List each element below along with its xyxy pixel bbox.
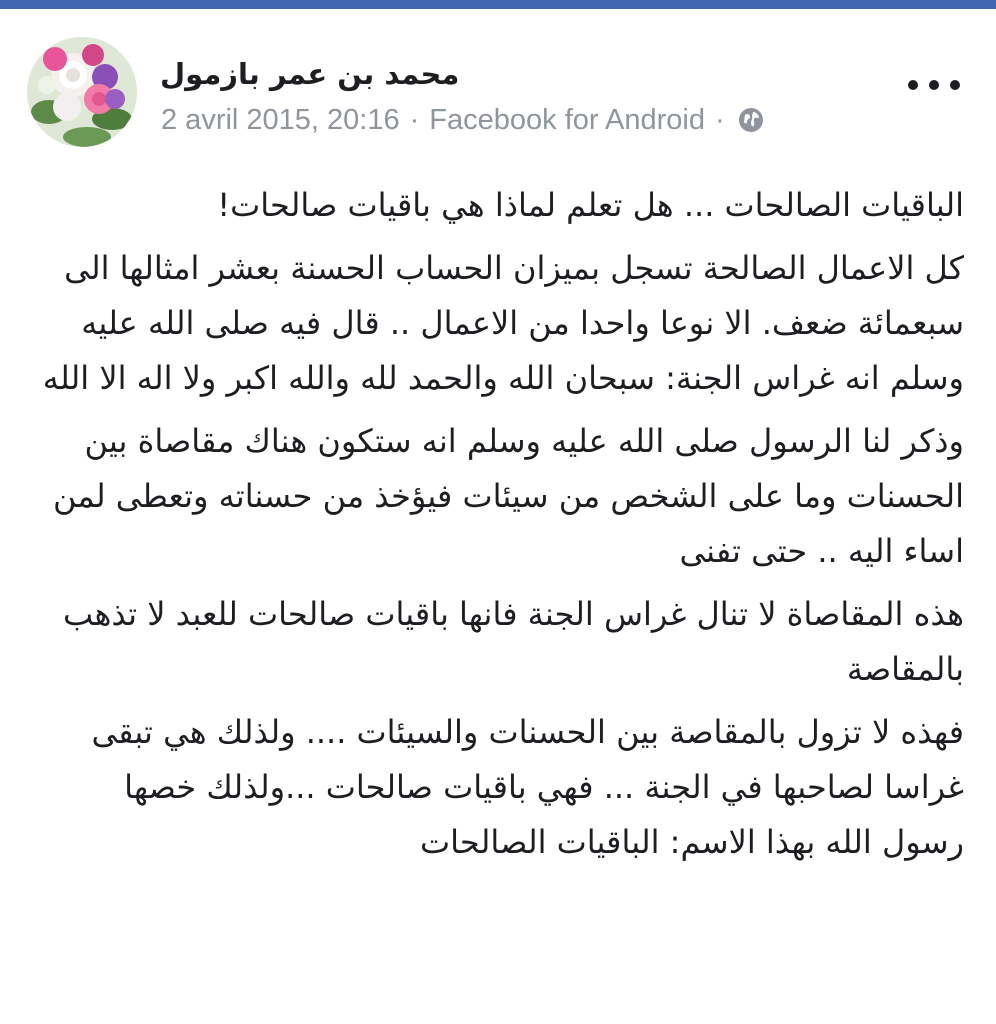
author-name[interactable]: محمد بن عمر بازمول xyxy=(160,57,460,91)
post-paragraph: الباقيات الصالحات ... هل تعلم لماذا هي باقيات صالحات! xyxy=(217,186,964,224)
more-dot xyxy=(908,80,918,90)
more-options-icon[interactable] xyxy=(908,70,960,100)
post-paragraph: فهذه لا تزول بالمقاصة بين الحسنات والسيئات .... ولذلك هي تبقى غراسا لصاحبها في الجنة ... فهي باقيات صالحات ...ولذلك خصها رسول الله بهذا الاسم: الباقيات الصالحات xyxy=(91,713,964,861)
top-app-bar xyxy=(0,0,996,9)
more-dot xyxy=(929,80,939,90)
post-paragraph: هذه المقاصاة لا تنال غراس الجنة فانها باقيات صالحات للعبد لا تذهب بالمقاصة xyxy=(63,595,964,688)
meta-separator: · xyxy=(714,103,725,136)
more-dot xyxy=(950,80,960,90)
meta-separator: · xyxy=(409,103,420,136)
post-body xyxy=(34,178,964,878)
post-meta xyxy=(161,100,765,140)
post-paragraph: وذكر لنا الرسول صلى الله عليه وسلم انه ستكون هناك مقاصاة بين الحسنات وما على الشخص من سيئات فيؤخذ من حسناته وتعطى لمن اساء اليه .. حتى تفنى xyxy=(52,422,964,570)
post-source: Facebook for Android xyxy=(429,103,705,136)
post-paragraph: كل الاعمال الصالحة تسجل بميزان الحساب الحسنة بعشر امثالها الى سبعمائة ضعف. الا نوعا واحدا من الاعمال .. قال فيه صلى الله عليه وسلم انه غراس الجنة: سبحان الله والحمد لله والله اكبر ولا اله الا الله xyxy=(42,249,964,397)
flower-avatar-image xyxy=(27,37,137,147)
avatar[interactable] xyxy=(27,37,137,147)
globe-icon xyxy=(737,106,765,134)
post-date[interactable]: 2 avril 2015, 20:16 xyxy=(161,103,400,136)
